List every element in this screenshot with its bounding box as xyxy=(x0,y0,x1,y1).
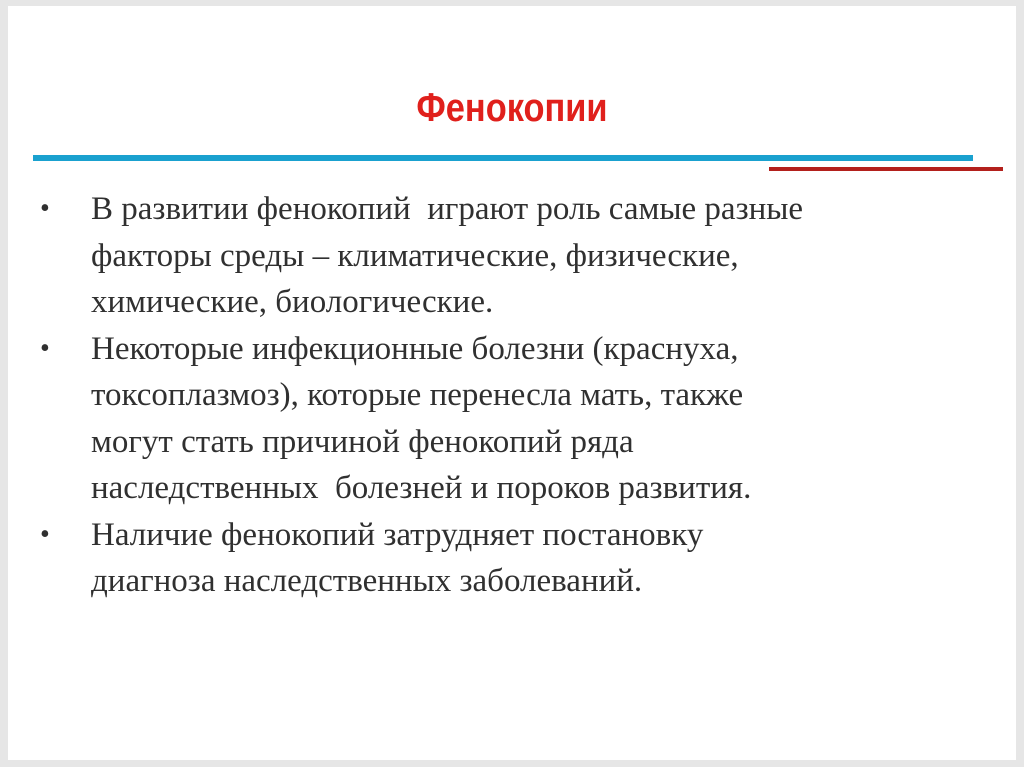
bullet-line: В развитии фенокопий играют роль самые разные xyxy=(91,191,804,227)
slide xyxy=(8,6,1016,760)
bullet-line: токсоплазмоз), которые перенесла мать, также xyxy=(91,377,744,413)
bullet-line: диагноза наследственных заболеваний. xyxy=(91,563,643,599)
bullet-line: факторы среды – климатические, физические, xyxy=(91,237,739,274)
bullet-item xyxy=(38,512,978,605)
bullet-dot-icon: • xyxy=(40,518,50,550)
title-underline-blue xyxy=(33,155,973,161)
bullet-dot-icon: • xyxy=(40,193,50,224)
bullet-item xyxy=(38,326,978,512)
bullet-list xyxy=(38,186,978,605)
bullet-line: Некоторые инфекционные болезни (краснуха, xyxy=(91,330,739,367)
bullet-line: могут стать причиной фенокопий ряда xyxy=(91,423,634,460)
bullet-line: химические, биологические. xyxy=(91,284,494,320)
bullet-line: Наличие фенокопий затрудняет постановку xyxy=(91,516,704,553)
bullet-item xyxy=(38,186,978,326)
bullet-line: наследственных болезней и пороков развития. xyxy=(91,470,752,506)
slide-title: Фенокопии xyxy=(416,86,608,130)
title-underline-red xyxy=(769,167,1003,171)
bullet-dot-icon: • xyxy=(40,332,50,364)
